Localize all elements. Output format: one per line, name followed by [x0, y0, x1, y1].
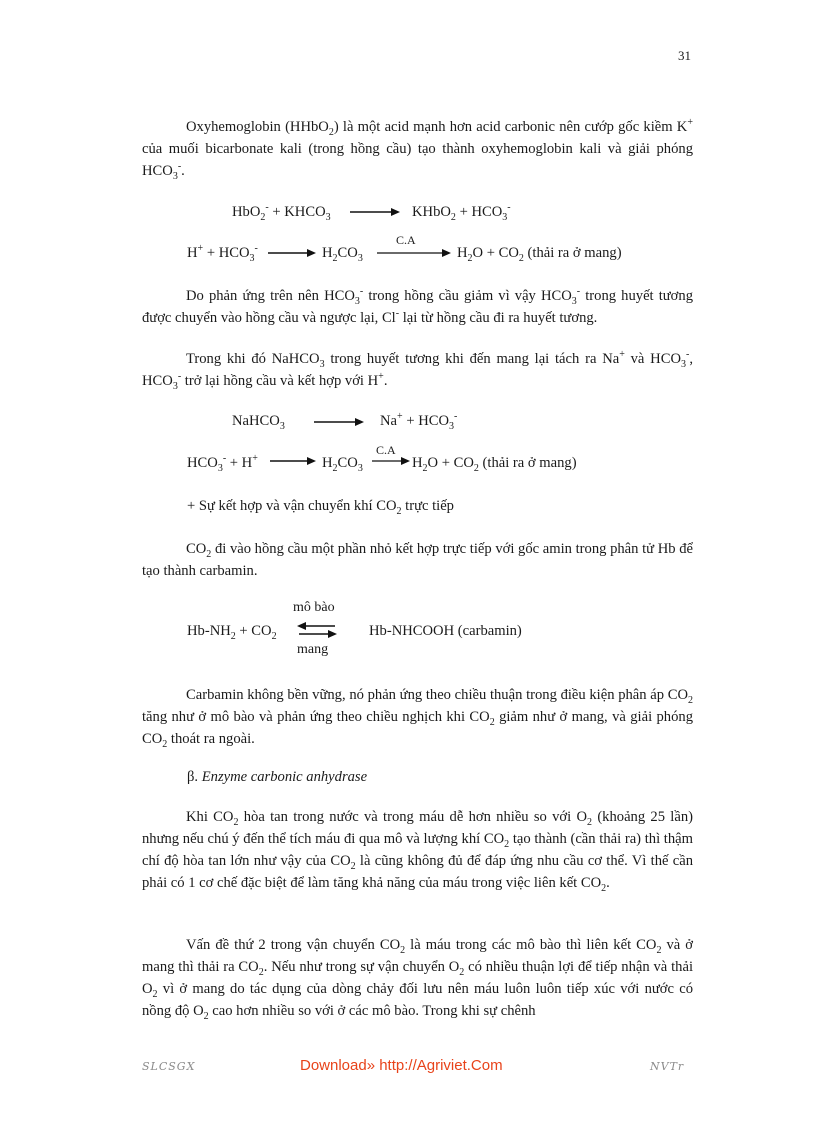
- text: H: [412, 455, 423, 471]
- reaction-arrow: [314, 416, 364, 428]
- text: trực tiếp: [401, 498, 454, 514]
- paragraph-oxyhemoglobin: [142, 116, 693, 182]
- subscript: 2: [489, 716, 495, 728]
- text: .: [383, 373, 388, 389]
- superscript: -: [359, 286, 364, 298]
- text: là cũng không đủ để đáp ứng nhu cầu cơ thể. Vì thế cần phải có 1 cơ chế đặc biệt để làm tăng khả năng của máu trong việc liên kết CO: [142, 853, 693, 891]
- section-heading-enzyme: [187, 768, 367, 786]
- paragraph-carbamin-formation: [142, 538, 693, 582]
- text: có nhiều thuận lợi để tiếp nhận và thải O: [142, 959, 694, 997]
- text: CO: [337, 245, 358, 261]
- superscript: -: [222, 453, 227, 465]
- text: Enzyme carbonic anhydrase: [201, 769, 368, 785]
- paragraph-hco3-exchange: [142, 285, 693, 329]
- text: + HCO: [203, 245, 250, 261]
- subscript: 2: [271, 630, 277, 642]
- superscript: -: [454, 411, 458, 423]
- paragraph-nahco3: [142, 348, 693, 392]
- text: Carbamin không bền vững, nó phản ứng theo chiều thuận trong điều kiện phân áp CO: [186, 687, 688, 703]
- subscript: 3: [319, 358, 325, 370]
- subscript: 2: [601, 882, 607, 894]
- superscript: +: [252, 453, 258, 465]
- subscript: 3: [249, 252, 255, 264]
- paragraph-co2-transport-problem: [142, 934, 693, 1022]
- text: trong huyết tương được chuyển vào hồng cầu và ngược lại, Cl: [142, 288, 693, 326]
- superscript: -: [395, 308, 400, 320]
- text: của muối bicarbonate kali (trong hồng cầu) tạo thành oxyhemoglobin kali và giải phóng HCO: [142, 141, 693, 179]
- catalyst-label: C.A: [376, 443, 396, 457]
- equation-4-right: [412, 454, 577, 472]
- section-heading-direct-transport: [187, 497, 454, 515]
- superscript: -: [265, 202, 269, 214]
- footer-left-mark: SLCSGX: [142, 1060, 196, 1073]
- subscript: 2: [233, 816, 239, 828]
- text: O + CO: [427, 455, 474, 471]
- subscript: 2: [260, 211, 266, 223]
- subscript: 2: [203, 1010, 209, 1022]
- equation-2-left: [187, 244, 258, 262]
- text: và HCO: [624, 351, 681, 367]
- subscript: 3: [502, 211, 508, 223]
- text: + Sự kết hợp và vận chuyển khí CO: [187, 498, 397, 514]
- text: .: [606, 875, 610, 891]
- text: Trong khi đó NaHCO: [186, 351, 320, 367]
- catalyzed-arrow: [372, 455, 410, 467]
- text: .: [181, 163, 185, 179]
- text: Khi CO: [186, 809, 234, 825]
- subscript: 3: [354, 295, 360, 307]
- text: (thải ra ở mang): [478, 455, 577, 471]
- superscript: -: [177, 371, 182, 383]
- text: + H: [226, 455, 253, 471]
- text: + KHCO: [268, 204, 326, 220]
- page-number: 31: [678, 48, 691, 63]
- text: ) là một acid mạnh hơn acid carbonic nên cướp gốc kiềm K: [333, 119, 688, 135]
- subscript: 3: [357, 462, 363, 474]
- text: (thải ra ở mang): [523, 245, 622, 261]
- text: vì ở mang do tác dụng của dòng chảy đối lưu nên máu luôn luôn tiếp xúc với nước có nồng độ O: [142, 981, 693, 1019]
- paragraph-co2-solubility: [142, 806, 693, 894]
- text: Do phản ứng trên nên HCO: [186, 288, 355, 304]
- text: cao hơn nhiều so với ở các mô bào. Trong khi sự chênh: [208, 1003, 536, 1019]
- superscript: +: [197, 243, 204, 255]
- subscript: 2: [400, 944, 406, 956]
- reversible-top-label: mô bào: [293, 600, 335, 615]
- subscript: 2: [504, 838, 510, 850]
- subscript: 2: [230, 630, 236, 642]
- equation-2-middle: [322, 244, 363, 262]
- subscript: 2: [688, 694, 693, 706]
- text: O + CO: [472, 245, 519, 261]
- subscript: 3: [571, 295, 577, 307]
- superscript: -: [507, 202, 511, 214]
- equation-1-left: [232, 203, 331, 221]
- catalyzed-arrow: [377, 247, 451, 259]
- text: H: [187, 245, 198, 261]
- text: thoát ra ngoài.: [167, 731, 255, 747]
- subscript: 2: [396, 505, 402, 517]
- catalyst-label: C.A: [396, 233, 416, 247]
- equation-4-middle: [322, 454, 363, 472]
- subscript: 2: [350, 860, 356, 872]
- equation-3-right: [380, 412, 457, 430]
- text: trong huyết tương khi đến mang lại tách ra Na: [324, 351, 620, 367]
- subscript: 2: [258, 966, 264, 978]
- footer-right-mark: NVTr: [650, 1060, 685, 1073]
- subscript: 2: [206, 548, 212, 560]
- text: CO: [186, 541, 207, 557]
- equation-5-right: Hb-NHCOOH (carbamin): [369, 623, 522, 639]
- equation-1-right: [412, 203, 511, 221]
- text: Vấn đề thứ 2 trong vận chuyển CO: [186, 937, 401, 953]
- text: trở lại hồng cầu và kết hợp với H: [181, 373, 379, 389]
- text: CO: [337, 455, 358, 471]
- superscript: +: [619, 349, 625, 361]
- subscript: 2: [587, 816, 593, 828]
- subscript: 2: [332, 252, 338, 264]
- superscript: -: [177, 161, 182, 173]
- text: + HCO: [402, 413, 450, 429]
- text: HCO: [187, 455, 218, 471]
- text: KHbO: [412, 204, 451, 220]
- subscript: 3: [279, 420, 285, 432]
- text: . Nếu như trong sự vận chuyển O: [263, 959, 460, 975]
- text: lại từ hồng cầu đi ra huyết tương.: [399, 310, 598, 326]
- subscript: 3: [172, 170, 178, 182]
- subscript: 2: [162, 738, 168, 750]
- text: trong hồng cầu giảm vì vậy HCO: [363, 288, 572, 304]
- superscript: +: [687, 117, 693, 129]
- text: Na: [380, 413, 398, 429]
- subscript: 3: [172, 380, 178, 392]
- superscript: -: [254, 243, 258, 255]
- text: HbO: [232, 204, 261, 220]
- subscript: 2: [152, 988, 158, 1000]
- text: và ở mang thì thải ra CO: [142, 937, 693, 975]
- superscript: -: [576, 286, 581, 298]
- text: NaHCO: [232, 413, 280, 429]
- text: Hb-NH: [187, 623, 231, 639]
- text: + HCO: [455, 204, 503, 220]
- superscript: +: [397, 411, 403, 423]
- reaction-arrow: [270, 455, 316, 467]
- text: (khoảng 25 lần) nhưng nếu chú ý đến thể tích máu đi qua mô và lượng khí CO: [142, 809, 693, 847]
- text: H: [322, 455, 333, 471]
- subscript: 2: [656, 944, 662, 956]
- equation-5-left: [187, 622, 277, 640]
- reaction-arrow: [268, 247, 316, 259]
- footer-download-link[interactable]: Download» http://Agriviet.Com: [300, 1057, 503, 1074]
- equation-2-right: [457, 244, 622, 262]
- text: đi vào hồng cầu một phần nhỏ kết hợp trực tiếp với gốc amin trong phân tử Hb để tạo thành carbamin.: [142, 541, 693, 579]
- reversible-arrow: [297, 619, 337, 641]
- superscript: +: [378, 371, 384, 383]
- text: , HCO: [142, 351, 693, 389]
- text: + CO: [235, 623, 272, 639]
- subscript: 2: [450, 211, 456, 223]
- superscript: -: [686, 349, 690, 361]
- text: β.: [187, 769, 199, 785]
- subscript: 3: [217, 462, 223, 474]
- equation-3-left: [232, 412, 285, 430]
- text: giảm như ở mang, và giải phóng CO: [142, 709, 693, 747]
- subscript: 2: [518, 252, 524, 264]
- subscript: 2: [422, 462, 428, 474]
- subscript: 2: [473, 462, 479, 474]
- text: H: [457, 245, 468, 261]
- text: là máu trong các mô bào thì liên kết CO: [405, 937, 657, 953]
- text: tạo thành (cần thải ra) thì thậm chí độ hòa tan lớn như vậy của CO: [142, 831, 693, 869]
- text: H: [322, 245, 333, 261]
- text: hòa tan trong nước và trong máu dễ hơn nhiều so với O: [238, 809, 588, 825]
- subscript: 2: [467, 252, 473, 264]
- text: tăng như ở mô bào và phản ứng theo chiều nghịch khi CO: [142, 709, 490, 725]
- subscript: 2: [328, 126, 334, 138]
- reaction-arrow: [350, 206, 400, 218]
- paragraph-carbamin-stability: [142, 684, 693, 750]
- reversible-bottom-label: mang: [297, 642, 329, 657]
- subscript: 3: [449, 420, 455, 432]
- subscript: 3: [325, 211, 331, 223]
- text: Oxyhemoglobin (HHbO: [186, 119, 329, 135]
- subscript: 2: [459, 966, 465, 978]
- equation-4-left: [187, 454, 258, 472]
- subscript: 3: [357, 252, 363, 264]
- subscript: 2: [332, 462, 338, 474]
- subscript: 3: [681, 358, 686, 370]
